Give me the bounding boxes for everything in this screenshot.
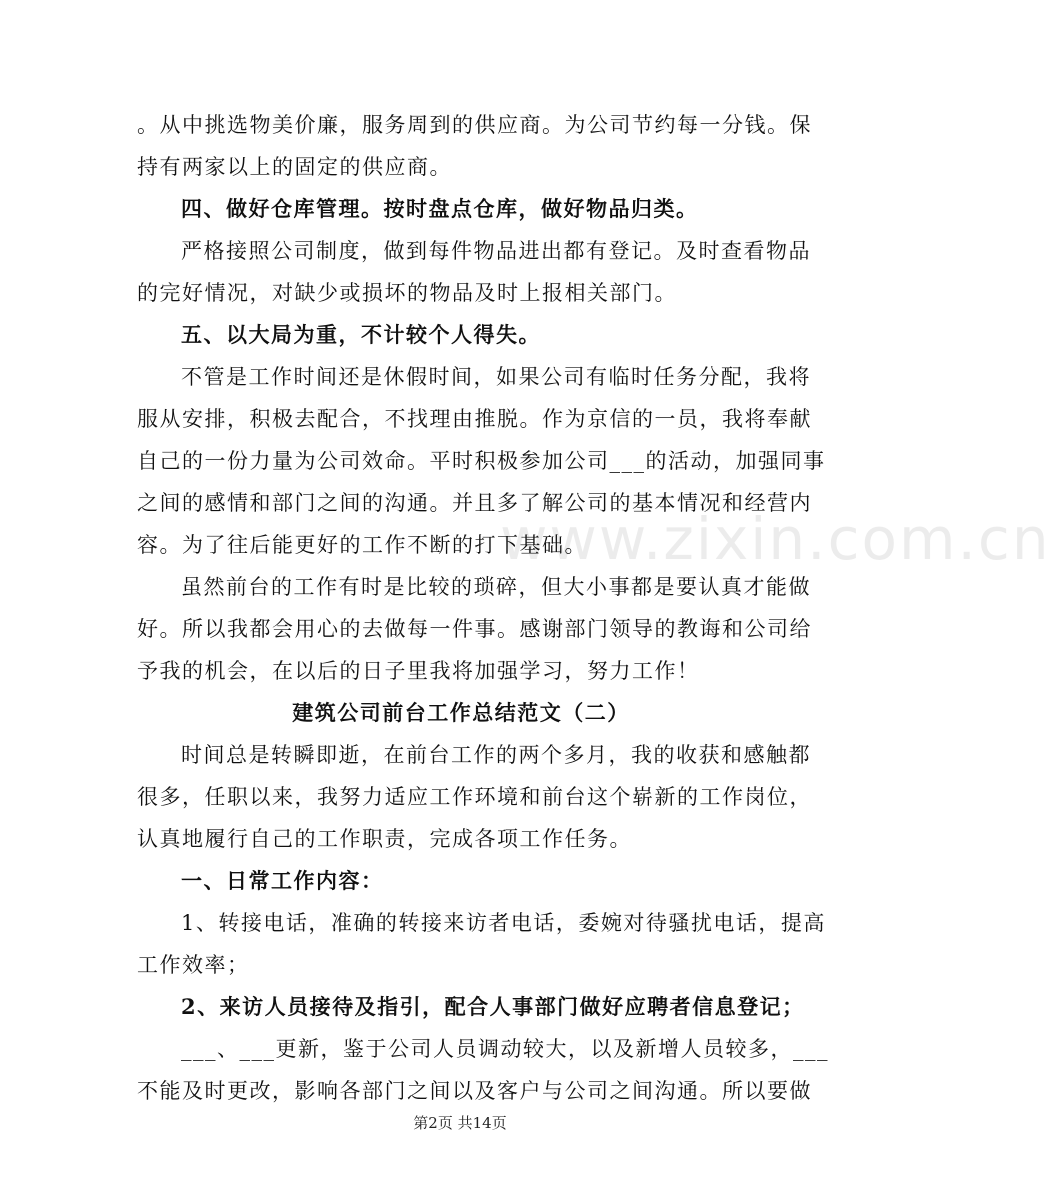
paragraph-line: 很多，任职以来，我努力适应工作环境和前台这个崭新的工作岗位， <box>137 785 812 809</box>
paragraph-line: 不能及时更改，影响各部门之间以及客户与公司之间沟通。所以要做 <box>137 1079 812 1103</box>
paragraph-line: 服从安排，积极去配合，不找理由推脱。作为京信的一员，我将奉献 <box>137 407 812 431</box>
paragraph-line: 容。为了往后能更好的工作不断的打下基础。 <box>137 533 587 557</box>
paragraph-line: 持有两家以上的固定的供应商。 <box>137 155 452 179</box>
paragraph-line: 认真地履行自己的工作职责，完成各项工作任务。 <box>137 827 632 851</box>
paragraph-line: 1、转接电话，准确的转接来访者电话，委婉对待骚扰电话，提高 <box>181 911 826 935</box>
paragraph-line: 虽然前台的工作有时是比较的琐碎，但大小事都是要认真才能做 <box>181 575 811 599</box>
paragraph-line: ___、___更新，鉴于公司人员调动较大，以及新增人员较多，___ <box>181 1037 829 1061</box>
paragraph-line: 严格接照公司制度，做到每件物品进出都有登记。及时查看物品 <box>181 239 811 263</box>
paragraph-line: 好。所以我都会用心的去做每一件事。感谢部门领导的教诲和公司给 <box>137 617 812 641</box>
paragraph-line: 不管是工作时间还是休假时间，如果公司有临时任务分配，我将 <box>181 365 811 389</box>
watermark: www.zixin.com.cn <box>500 505 1051 573</box>
section-heading-line: 2、来访人员接待及指引，配合人事部门做好应聘者信息登记； <box>181 994 805 1019</box>
paragraph-line: 自己的一份力量为公司效命。平时积极参加公司___的活动，加强同事 <box>137 449 826 473</box>
section-title: 建筑公司前台工作总结范文（二） <box>292 700 630 725</box>
paragraph-line: 工作效率； <box>137 953 250 977</box>
section-heading-line: 一、日常工作内容： <box>181 868 384 893</box>
paragraph-line: 。从中挑选物美价廉，服务周到的供应商。为公司节约每一分钱。保 <box>137 113 812 137</box>
paragraph-line: 时间总是转瞬即逝，在前台工作的两个多月，我的收获和感触都 <box>181 743 811 767</box>
section-heading-line: 四、做好仓库管理。按时盘点仓库，做好物品归类。 <box>181 196 699 221</box>
document-body <box>137 104 829 1112</box>
paragraph-line: 之间的感情和部门之间的沟通。并且多了解公司的基本情况和经营内 <box>137 491 812 515</box>
paragraph-line: 的完好情况，对缺少或损坏的物品及时上报相关部门。 <box>137 281 677 305</box>
page-number: 第2页 共14页 <box>413 1114 507 1132</box>
section-heading-line: 五、以大局为重，不计较个人得失。 <box>181 322 541 347</box>
paragraph-line: 予我的机会，在以后的日子里我将加强学习，努力工作！ <box>137 659 700 683</box>
